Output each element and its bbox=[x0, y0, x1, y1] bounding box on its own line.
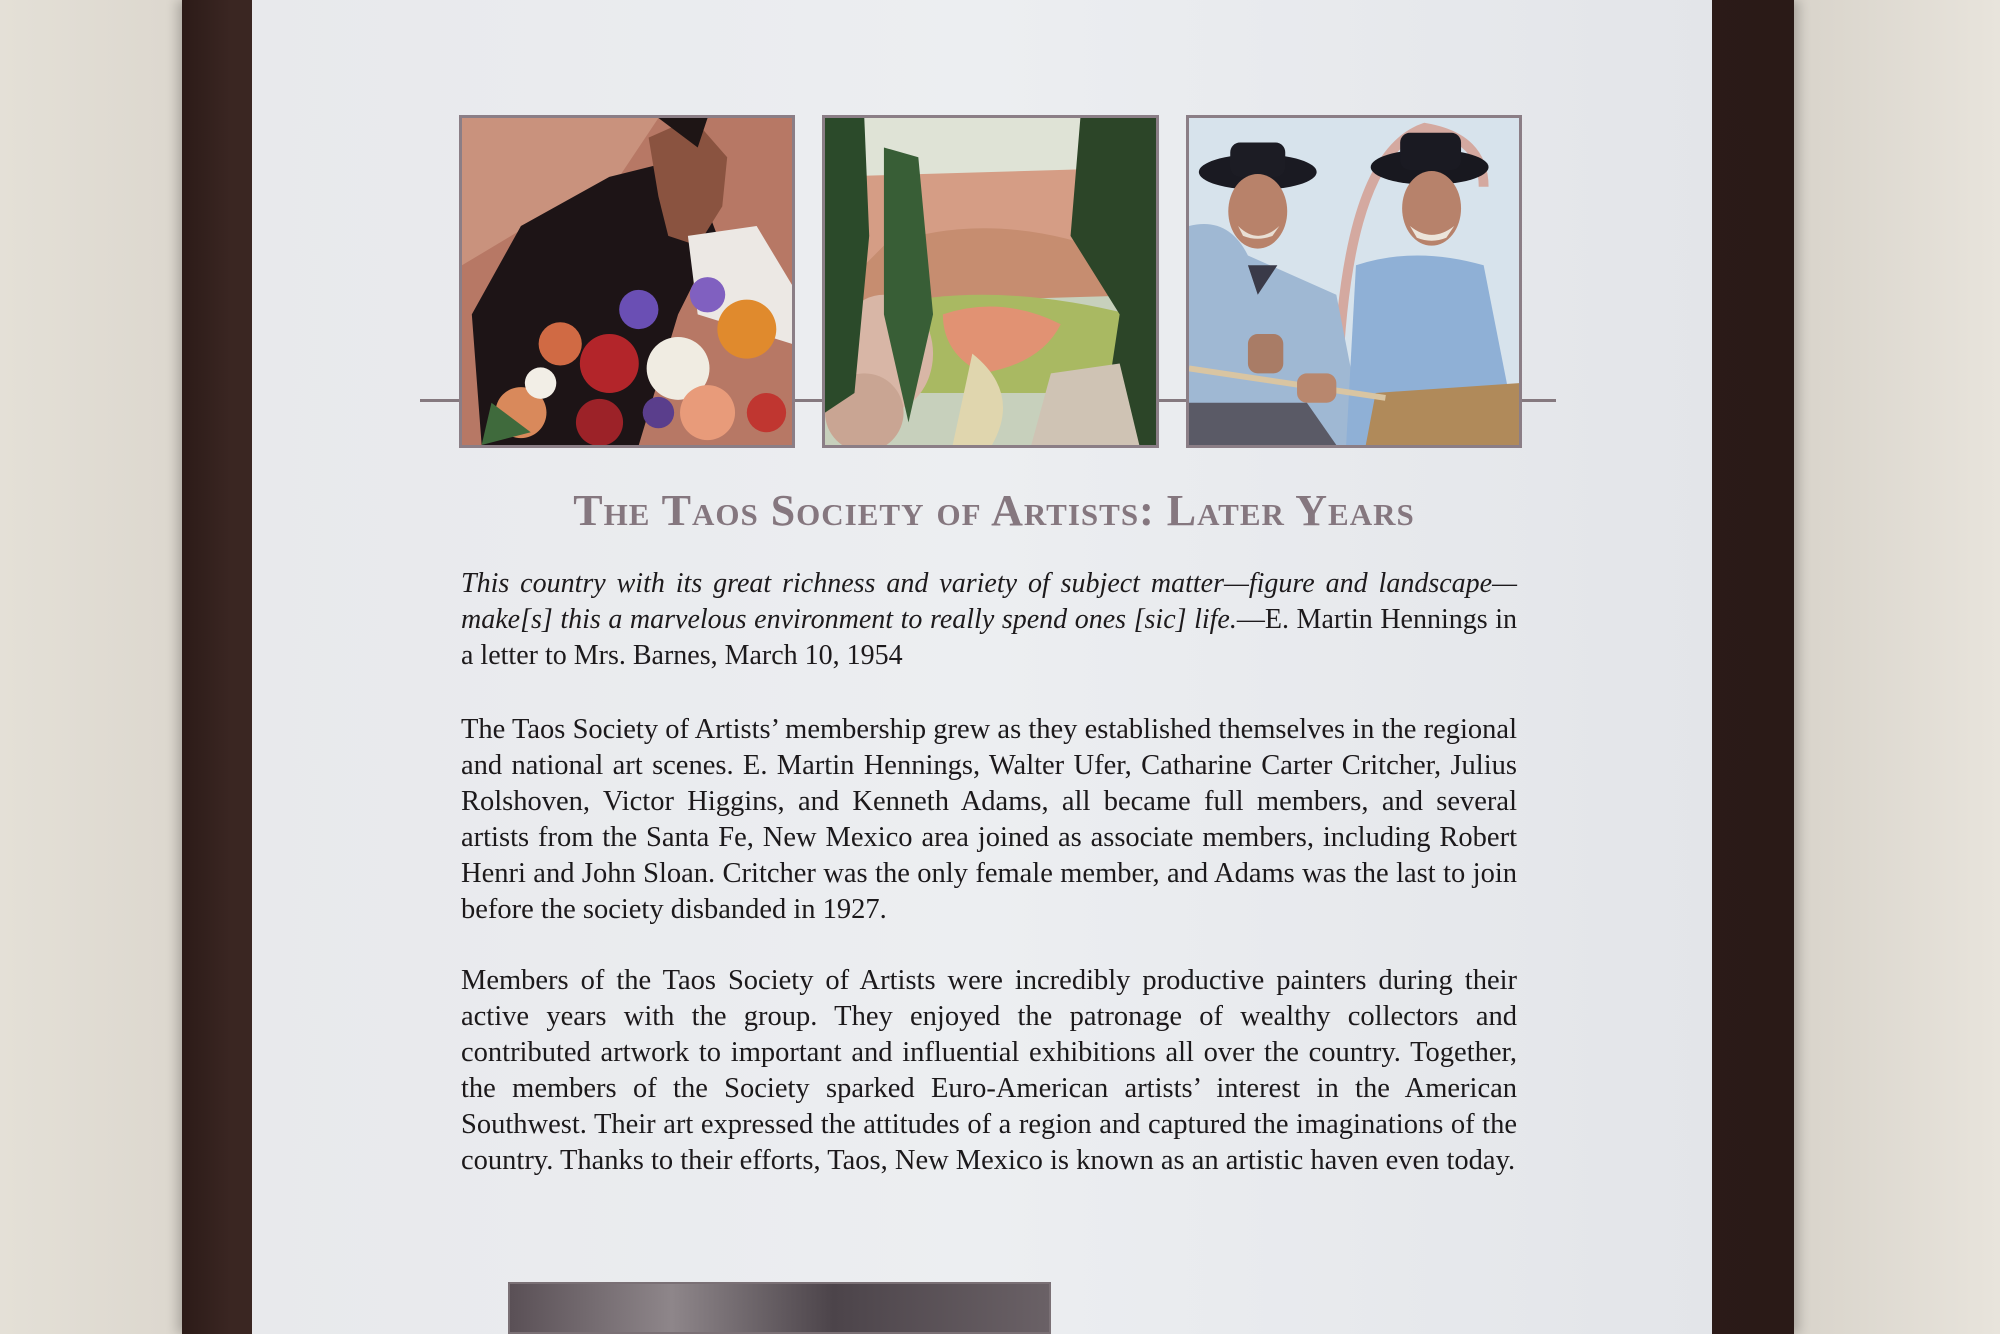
wall-left bbox=[0, 0, 185, 1334]
page-title: The Taos Society of Artists: Later Years bbox=[573, 486, 1415, 535]
wall-right bbox=[1790, 0, 2000, 1334]
divider-rule bbox=[792, 399, 824, 402]
quote-attribution: —E. Martin Hennings in a letter to Mrs. Barnes, March 10, 1954 bbox=[461, 604, 1518, 671]
epigraph-quote bbox=[461, 566, 1517, 674]
divider-rule bbox=[1518, 399, 1556, 402]
divider-rule bbox=[1156, 399, 1188, 402]
canyon-landscape-painting bbox=[822, 115, 1159, 448]
divider-rule bbox=[420, 399, 462, 402]
body-paragraph: Members of the Taos Society of Artists were incredibly productive painters during their active years with the group. They enjoyed the patronage of wealthy collectors and contributed artwork to important and influential exhibitions all over the country. Together, the members of the Society sparked Euro-American artists’ interest in the American Southwest. Their art expressed the attitudes of a region and captured the imaginations of the country. Thanks to their efforts, Taos, New Mexico is known as an artistic haven even today. bbox=[461, 965, 1517, 1176]
two-men-in-hats-painting bbox=[1186, 115, 1522, 448]
body-paragraph: The Taos Society of Artists’ membership grew as they established themselves in the regional and national art scenes. E. Martin Hennings, Walter Ufer, Catharine Carter Critcher, Julius Rolshoven, Victor Higgins, and Kenneth Adams, all became full members, and several artists from the Santa Fe, New Mexico area joined as associate members, including Robert Henri and John Sloan. Critcher was the only female member, and Adams was the last to join before the society disbanded in 1927. bbox=[461, 714, 1517, 925]
portrait-with-flowers-painting bbox=[459, 115, 795, 448]
quote-text: This country with its great richness and variety of subject matter—figure and landscape—make[s] this a marvelous environment to really spend ones [sic] life. bbox=[461, 568, 1517, 635]
black-and-white-photograph bbox=[508, 1282, 1051, 1334]
